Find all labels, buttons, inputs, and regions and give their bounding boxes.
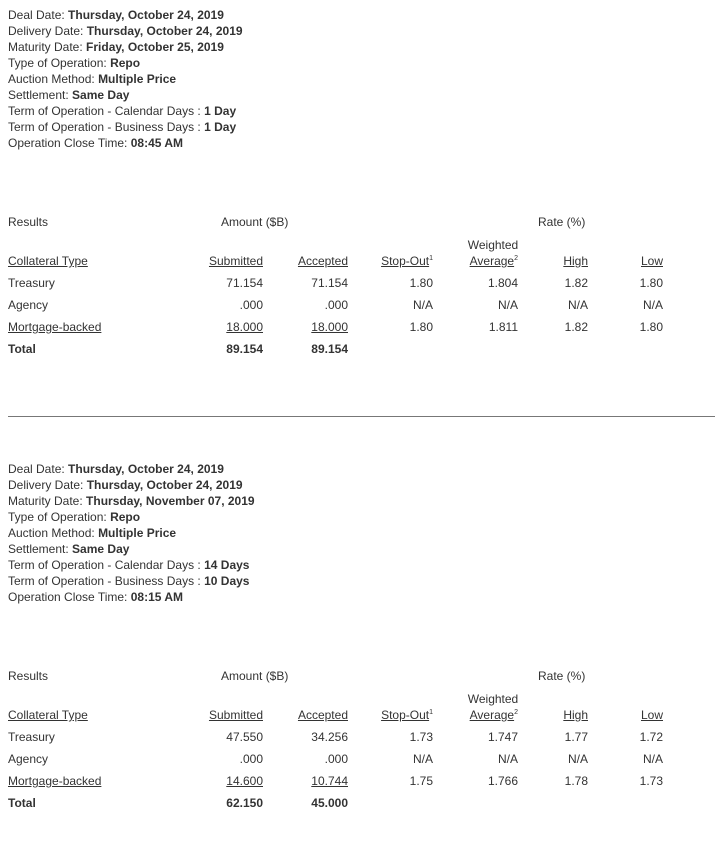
table-cell: 1.72 <box>639 730 663 744</box>
close-time-value: 08:45 AM <box>130 136 183 150</box>
footnote-2: 2 <box>514 255 518 262</box>
results-label: Results <box>8 215 49 229</box>
operation-2-details <box>8 461 715 605</box>
total-accepted: 89.154 <box>311 342 348 356</box>
table-cell: 1.804 <box>487 276 518 290</box>
operation-type-line: Type of Operation: Repo <box>8 510 141 524</box>
table-cell: .000 <box>239 752 263 766</box>
table-cell: N/A <box>642 298 663 312</box>
table-cell: .000 <box>324 752 348 766</box>
table-cell: N/A <box>412 752 433 766</box>
table-cell: 18.000 <box>226 320 263 334</box>
table-cell: 71.154 <box>226 276 263 290</box>
total-label: Total <box>8 796 36 810</box>
settlement-value: Same Day <box>72 542 130 556</box>
row-agency-label: Agency <box>8 298 49 312</box>
rate-header: Rate (%) <box>538 215 586 229</box>
close-time-line: Operation Close Time: 08:45 AM <box>8 136 183 150</box>
delivery-date-value: Thursday, October 24, 2019 <box>86 478 243 492</box>
table-cell: 1.82 <box>564 320 588 334</box>
term-calendar-line: Term of Operation - Calendar Days : 14 Days <box>8 558 250 572</box>
term-calendar-value: 14 Days <box>204 558 250 572</box>
section-divider <box>8 416 715 417</box>
auction-method-line: Auction Method: Multiple Price <box>8 526 177 540</box>
total-label: Total <box>8 342 36 356</box>
col-collateral-type[interactable]: Collateral Type <box>8 708 88 722</box>
col-collateral-type[interactable]: Collateral Type <box>8 254 88 268</box>
col-submitted[interactable]: Submitted <box>208 708 263 722</box>
table-cell: 18.000 <box>311 320 348 334</box>
amount-header: Amount ($B) <box>221 669 289 683</box>
delivery-date-line: Delivery Date: Thursday, October 24, 2019 <box>8 478 243 492</box>
results-label: Results <box>8 669 49 683</box>
term-calendar-line: Term of Operation - Calendar Days : 1 Day <box>8 104 237 118</box>
col-high[interactable]: High <box>563 708 588 722</box>
term-business-value: 10 Days <box>204 574 250 588</box>
deal-date-line: Deal Date: Thursday, October 24, 2019 <box>8 8 224 22</box>
table-cell: N/A <box>497 752 518 766</box>
total-submitted: 62.150 <box>226 796 263 810</box>
term-business-line: Term of Operation - Business Days : 1 Day <box>8 120 237 134</box>
term-business-line: Term of Operation - Business Days : 10 Days <box>8 574 250 588</box>
total-accepted: 45.000 <box>311 796 348 810</box>
maturity-date-line: Maturity Date: Friday, October 25, 2019 <box>8 40 224 54</box>
table-cell: 47.550 <box>226 730 263 744</box>
row-agency-label: Agency <box>8 752 49 766</box>
rate-header: Rate (%) <box>538 669 586 683</box>
deal-date-value: Thursday, October 24, 2019 <box>68 8 224 22</box>
table-cell: 14.600 <box>226 774 263 788</box>
operation-type-value: Repo <box>110 56 141 70</box>
table-cell: 71.154 <box>311 276 348 290</box>
table-cell: 1.77 <box>564 730 588 744</box>
table-cell: .000 <box>324 298 348 312</box>
footnote-2: 2 <box>514 709 518 716</box>
col-accepted[interactable]: Accepted <box>297 708 348 722</box>
col-accepted[interactable]: Accepted <box>297 254 348 268</box>
operation-1-details <box>8 7 715 151</box>
auction-method-value: Multiple Price <box>98 526 177 540</box>
deal-date-value: Thursday, October 24, 2019 <box>68 462 224 476</box>
footnote-1: 1 <box>429 709 433 716</box>
table-cell: 1.747 <box>487 730 518 744</box>
operation-1-results-table <box>8 215 715 365</box>
table-cell: .000 <box>239 298 263 312</box>
table-cell: N/A <box>497 298 518 312</box>
footnote-1: 1 <box>429 255 433 262</box>
table-cell: N/A <box>567 298 588 312</box>
table-cell: 1.78 <box>564 774 588 788</box>
table-cell: 1.80 <box>639 320 663 334</box>
settlement-line: Settlement: Same Day <box>8 88 130 102</box>
deal-date-line: Deal Date: Thursday, October 24, 2019 <box>8 462 224 476</box>
weighted-label: Weighted <box>467 238 519 252</box>
table-cell: 1.73 <box>639 774 663 788</box>
weighted-label: Weighted <box>467 692 519 706</box>
maturity-date-value: Thursday, November 07, 2019 <box>86 494 255 508</box>
table-cell: 1.80 <box>409 276 433 290</box>
table-cell: N/A <box>642 752 663 766</box>
operation-type-value: Repo <box>110 510 141 524</box>
operation-type-line: Type of Operation: Repo <box>8 56 141 70</box>
col-submitted[interactable]: Submitted <box>208 254 263 268</box>
settlement-value: Same Day <box>72 88 130 102</box>
auction-method-value: Multiple Price <box>98 72 177 86</box>
close-time-value: 08:15 AM <box>130 590 183 604</box>
col-high[interactable]: High <box>563 254 588 268</box>
auction-method-line: Auction Method: Multiple Price <box>8 72 177 86</box>
row-treasury-label: Treasury <box>8 276 55 290</box>
table-cell: 1.73 <box>409 730 433 744</box>
maturity-date-value: Friday, October 25, 2019 <box>86 40 224 54</box>
term-business-value: 1 Day <box>204 120 237 134</box>
total-submitted: 89.154 <box>226 342 263 356</box>
col-low[interactable]: Low <box>640 254 663 268</box>
table-cell: 1.811 <box>488 320 518 334</box>
table-cell: 1.80 <box>639 276 663 290</box>
table-cell: 1.75 <box>409 774 433 788</box>
operation-2-results-table <box>8 669 715 819</box>
delivery-date-value: Thursday, October 24, 2019 <box>86 24 243 38</box>
table-cell: N/A <box>412 298 433 312</box>
row-mortgage-backed-label[interactable]: Mortgage-backed <box>8 774 102 788</box>
row-treasury-label: Treasury <box>8 730 55 744</box>
col-weighted-average[interactable]: Average$^2$ <box>469 254 518 268</box>
table-cell: 1.80 <box>409 320 433 334</box>
term-calendar-value: 1 Day <box>204 104 237 118</box>
row-mortgage-backed-label[interactable]: Mortgage-backed <box>8 320 102 334</box>
maturity-date-line: Maturity Date: Thursday, November 07, 2019 <box>8 494 255 508</box>
settlement-line: Settlement: Same Day <box>8 542 130 556</box>
amount-header: Amount ($B) <box>221 215 289 229</box>
table-cell: 1.82 <box>564 276 588 290</box>
table-cell: 1.766 <box>487 774 518 788</box>
table-cell: 10.744 <box>311 774 348 788</box>
table-cell: 34.256 <box>311 730 348 744</box>
col-stop-out[interactable]: Stop-Out$^1$ <box>381 254 433 268</box>
col-stop-out[interactable]: Stop-Out$^1$ <box>381 708 433 722</box>
delivery-date-line: Delivery Date: Thursday, October 24, 2019 <box>8 24 243 38</box>
table-cell: N/A <box>567 752 588 766</box>
col-low[interactable]: Low <box>640 708 663 722</box>
close-time-line: Operation Close Time: 08:15 AM <box>8 590 183 604</box>
col-weighted-average[interactable]: Average$^2$ <box>469 708 518 722</box>
